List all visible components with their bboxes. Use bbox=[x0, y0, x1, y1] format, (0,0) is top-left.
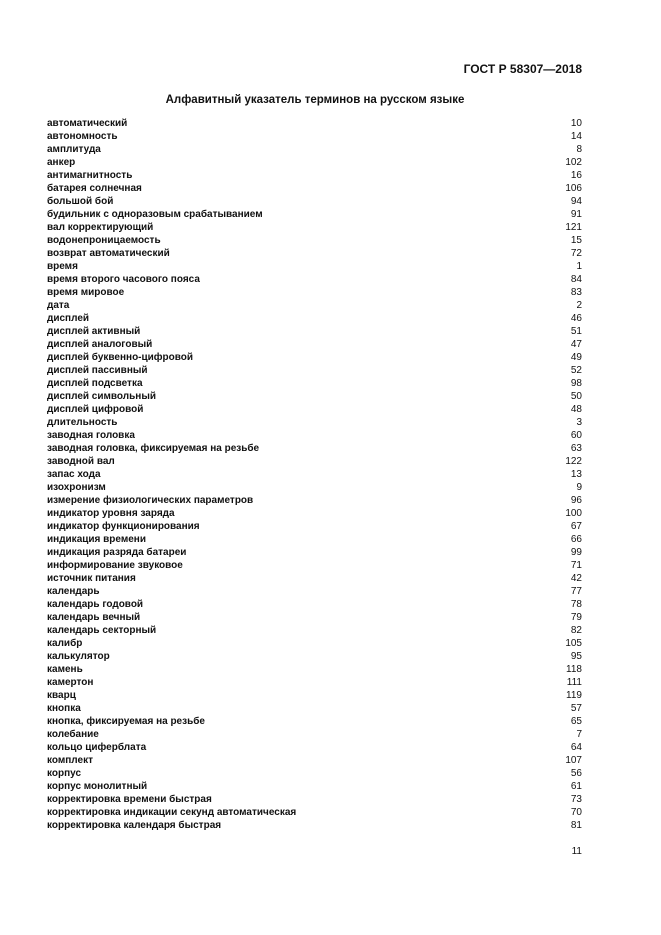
index-term-number: 2 bbox=[576, 300, 582, 311]
index-entry bbox=[47, 702, 582, 715]
index-term: корректировка времени быстрая bbox=[47, 794, 212, 805]
index-term-number: 64 bbox=[570, 742, 582, 753]
index-term: кнопка bbox=[47, 703, 81, 714]
index-term: камертон bbox=[47, 677, 94, 688]
index-entry bbox=[47, 546, 582, 559]
index-entry bbox=[47, 598, 582, 611]
index-term: индикация времени bbox=[47, 534, 146, 545]
index-term: индикатор уровня заряда bbox=[47, 508, 175, 519]
index-entry bbox=[47, 572, 582, 585]
index-term: калибр bbox=[47, 638, 83, 649]
index-entry bbox=[47, 715, 582, 728]
index-entry bbox=[47, 416, 582, 429]
page-number: 11 bbox=[571, 846, 582, 857]
index-entry bbox=[47, 169, 582, 182]
index-term: дисплей активный bbox=[47, 326, 141, 337]
index-entry bbox=[47, 819, 582, 832]
index-term-number: 100 bbox=[565, 508, 582, 519]
index-entry bbox=[47, 793, 582, 806]
index-term: дисплей пассивный bbox=[47, 365, 148, 376]
index-entry bbox=[47, 117, 582, 130]
index-term: дисплей буквенно-цифровой bbox=[47, 352, 194, 363]
index-term-number: 99 bbox=[570, 547, 582, 558]
index-term: кольцо циферблата bbox=[47, 742, 147, 753]
index-entry bbox=[47, 559, 582, 572]
index-term: дисплей символьный bbox=[47, 391, 157, 402]
index-entry bbox=[47, 234, 582, 247]
index-term: калькулятор bbox=[47, 651, 110, 662]
index-entry bbox=[47, 481, 582, 494]
index-entry bbox=[47, 494, 582, 507]
index-term-number: 107 bbox=[565, 755, 582, 766]
index-term-number: 10 bbox=[570, 118, 582, 129]
index-term: заводной вал bbox=[47, 456, 115, 467]
index-term: возврат автоматический bbox=[47, 248, 170, 259]
index-term-number: 122 bbox=[565, 456, 582, 467]
index-term-number: 52 bbox=[570, 365, 582, 376]
index-entry bbox=[47, 260, 582, 273]
index-entry bbox=[47, 806, 582, 819]
index-term-number: 1 bbox=[576, 261, 582, 272]
index-term-number: 50 bbox=[570, 391, 582, 402]
index-term-number: 106 bbox=[565, 183, 582, 194]
index-term: автономность bbox=[47, 131, 118, 142]
index-entry bbox=[47, 442, 582, 455]
index-term-number: 70 bbox=[570, 807, 582, 818]
index-entry bbox=[47, 585, 582, 598]
index-term-number: 7 bbox=[576, 729, 582, 740]
index-term-number: 46 bbox=[570, 313, 582, 324]
index-entry bbox=[47, 624, 582, 637]
index-term: анкер bbox=[47, 157, 76, 168]
index-term: кнопка, фиксируемая на резьбе bbox=[47, 716, 205, 727]
index-term-number: 94 bbox=[570, 196, 582, 207]
index-term-number: 81 bbox=[570, 820, 582, 831]
index-term: корректировка индикации секунд автоматическая bbox=[47, 807, 297, 818]
index-entry bbox=[47, 611, 582, 624]
index-term-number: 49 bbox=[570, 352, 582, 363]
index-term-number: 63 bbox=[570, 443, 582, 454]
index-term: изохронизм bbox=[47, 482, 106, 493]
index-term: календарь вечный bbox=[47, 612, 141, 623]
index-term-number: 82 bbox=[570, 625, 582, 636]
index-term: амплитуда bbox=[47, 144, 101, 155]
index-term: информирование звуковое bbox=[47, 560, 183, 571]
index-term-number: 118 bbox=[566, 664, 582, 675]
index-term-number: 91 bbox=[570, 209, 582, 220]
index-entry bbox=[47, 364, 582, 377]
index-term-number: 95 bbox=[570, 651, 582, 662]
index-term: индикация разряда батареи bbox=[47, 547, 187, 558]
index-term: запас хода bbox=[47, 469, 101, 480]
index-term-number: 71 bbox=[570, 560, 582, 571]
index-term-number: 98 bbox=[570, 378, 582, 389]
index-term-number: 72 bbox=[570, 248, 582, 259]
index-entry bbox=[47, 273, 582, 286]
index-entry bbox=[47, 156, 582, 169]
index-term-number: 83 bbox=[570, 287, 582, 298]
index-term: источник питания bbox=[47, 573, 136, 584]
index-entry bbox=[47, 143, 582, 156]
index-term-number: 121 bbox=[565, 222, 582, 233]
index-title: Алфавитный указатель терминов на русском языке bbox=[165, 94, 465, 106]
index-entry bbox=[47, 208, 582, 221]
index-entry bbox=[47, 429, 582, 442]
index-term-number: 14 bbox=[570, 131, 582, 142]
index-term: дисплей подсветка bbox=[47, 378, 143, 389]
document-code: ГОСТ Р 58307—2018 bbox=[463, 62, 582, 76]
index-entry bbox=[47, 741, 582, 754]
index-entry bbox=[47, 286, 582, 299]
index-entry bbox=[47, 325, 582, 338]
index-term: календарь bbox=[47, 586, 100, 597]
index-term: корпус bbox=[47, 768, 82, 779]
index-term: измерение физиологических параметров bbox=[47, 495, 254, 506]
index-term-number: 13 bbox=[570, 469, 582, 480]
index-term: дата bbox=[47, 300, 70, 311]
index-entry bbox=[47, 221, 582, 234]
index-term-number: 79 bbox=[570, 612, 582, 623]
index-term: водонепроницаемость bbox=[47, 235, 161, 246]
index-term: камень bbox=[47, 664, 83, 675]
index-entry bbox=[47, 377, 582, 390]
index-entry bbox=[47, 390, 582, 403]
index-entry bbox=[47, 351, 582, 364]
index-term: длительность bbox=[47, 417, 118, 428]
index-entry bbox=[47, 533, 582, 546]
index-term: дисплей bbox=[47, 313, 90, 324]
index-term: время bbox=[47, 261, 78, 272]
index-term-number: 61 bbox=[570, 781, 582, 792]
index-entry bbox=[47, 520, 582, 533]
index-term-number: 42 bbox=[570, 573, 582, 584]
index-term: будильник с одноразовым срабатыванием bbox=[47, 209, 263, 220]
index-term-number: 111 bbox=[566, 677, 582, 688]
index-term-number: 57 bbox=[570, 703, 582, 714]
index-term: комплект bbox=[47, 755, 93, 766]
index-term: вал корректирующий bbox=[47, 222, 154, 233]
index-term: заводная головка bbox=[47, 430, 135, 441]
index-term: календарь годовой bbox=[47, 599, 144, 610]
index-term-number: 65 bbox=[570, 716, 582, 727]
index-entry bbox=[47, 195, 582, 208]
index-term: время мировое bbox=[47, 287, 125, 298]
index-term: батарея солнечная bbox=[47, 183, 142, 194]
index-term-number: 15 bbox=[570, 235, 582, 246]
index-term-number: 67 bbox=[570, 521, 582, 532]
index-entry bbox=[47, 403, 582, 416]
index-term-number: 119 bbox=[566, 690, 582, 701]
index-term-number: 8 bbox=[576, 144, 582, 155]
index-term: автоматический bbox=[47, 118, 128, 129]
index-entry bbox=[47, 299, 582, 312]
index-entry bbox=[47, 247, 582, 260]
index-term-number: 78 bbox=[570, 599, 582, 610]
index-term-number: 105 bbox=[565, 638, 582, 649]
index-term: антимагнитность bbox=[47, 170, 133, 181]
index-term-number: 66 bbox=[570, 534, 582, 545]
index-term-number: 96 bbox=[570, 495, 582, 506]
index-term: дисплей цифровой bbox=[47, 404, 144, 415]
index-term: индикатор функционирования bbox=[47, 521, 200, 532]
index-term: колебание bbox=[47, 729, 99, 740]
index-term-number: 84 bbox=[570, 274, 582, 285]
index-term: большой бой bbox=[47, 196, 114, 207]
index-entry bbox=[47, 455, 582, 468]
index-term-number: 3 bbox=[576, 417, 582, 428]
index-term-number: 48 bbox=[570, 404, 582, 415]
index-entry bbox=[47, 182, 582, 195]
index-term: дисплей аналоговый bbox=[47, 339, 153, 350]
index-entry bbox=[47, 754, 582, 767]
index-entry bbox=[47, 507, 582, 520]
index-entry bbox=[47, 650, 582, 663]
index-entry bbox=[47, 312, 582, 325]
index-entry bbox=[47, 728, 582, 741]
index-term-number: 73 bbox=[570, 794, 582, 805]
index-entry bbox=[47, 130, 582, 143]
index-term: кварц bbox=[47, 690, 76, 701]
index-entry bbox=[47, 780, 582, 793]
index-term-number: 51 bbox=[570, 326, 582, 337]
index-term: заводная головка, фиксируемая на резьбе bbox=[47, 443, 260, 454]
index-term: время второго часового пояса bbox=[47, 274, 200, 285]
index-entry bbox=[47, 689, 582, 702]
index-term-number: 77 bbox=[570, 586, 582, 597]
index-entry bbox=[47, 637, 582, 650]
index-entry bbox=[47, 468, 582, 481]
index-entry bbox=[47, 663, 582, 676]
index-term: корректировка календаря быстрая bbox=[47, 820, 222, 831]
index-term-number: 60 bbox=[570, 430, 582, 441]
index-term-number: 47 bbox=[570, 339, 582, 350]
index-term: корпус монолитный bbox=[47, 781, 148, 792]
term-index-list bbox=[47, 117, 582, 832]
index-term-number: 9 bbox=[576, 482, 582, 493]
index-entry bbox=[47, 338, 582, 351]
index-entry bbox=[47, 767, 582, 780]
index-term: календарь секторный bbox=[47, 625, 157, 636]
index-entry bbox=[47, 676, 582, 689]
index-term-number: 56 bbox=[570, 768, 582, 779]
index-term-number: 16 bbox=[570, 170, 582, 181]
index-term-number: 102 bbox=[565, 157, 582, 168]
